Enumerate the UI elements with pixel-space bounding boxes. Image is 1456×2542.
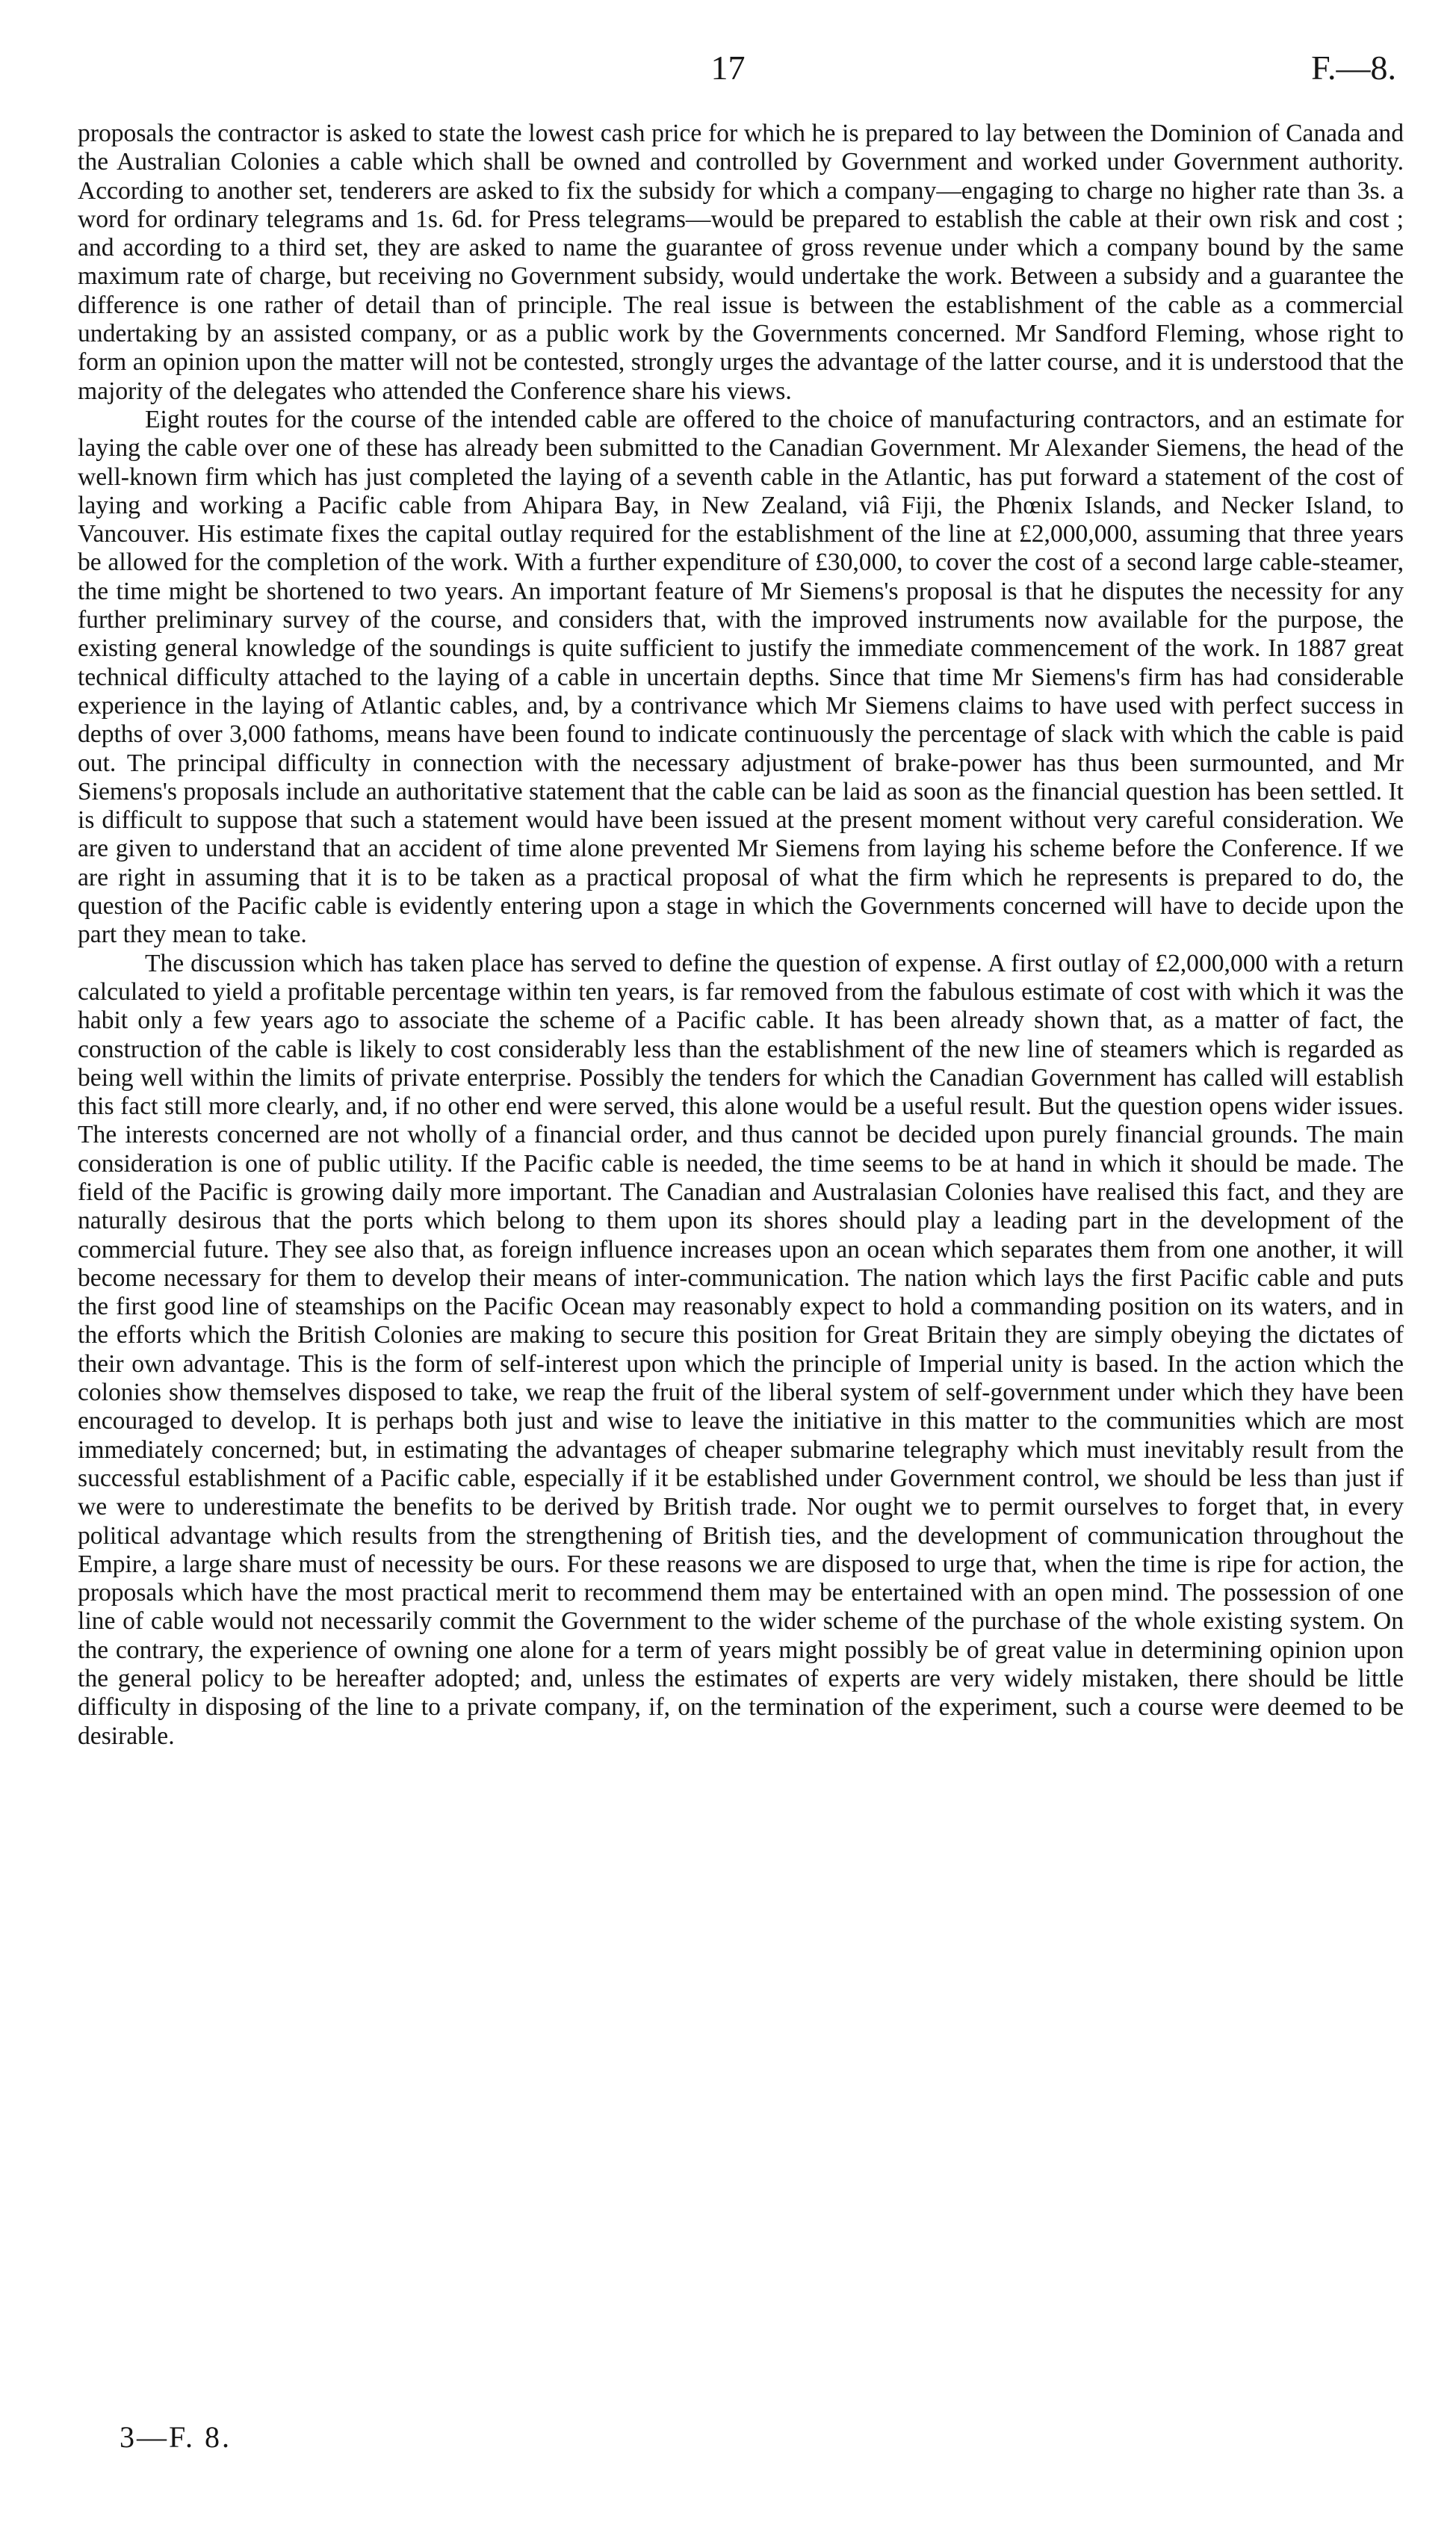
page-number: 17 (710, 49, 746, 87)
sheet-signature: 3—F. 8. (120, 2420, 232, 2454)
article-body (78, 120, 1404, 1751)
paragraph-1: proposals the contractor is asked to state the lowest cash price for which he is prepared to lay between the Dominion of Canada and the Australian Colonies a cable which shall be owned and controlled by Government and worked under Government authority. According to another set, tenderers are asked to fix the subsidy for which a company—engaging to charge no higher rate than 3s. a word for ordinary telegrams and 1s. 6d. for Press telegrams—would be prepared to establish the cable at their own risk and cost ; and according to a third set, they are asked to name the guarantee of gross revenue under which a company bound by the same maximum rate of charge, but receiving no Government subsidy, would undertake the work. Between a subsidy and a guarantee the difference is one rather of detail than of principle. The real issue is between the establishment of the cable as a commercial undertaking by an assisted company, or as a public work by the Governments concerned. Mr Sandford Fleming, whose right to form an opinion upon the matter will not be contested, strongly urges the advantage of the latter course, and it is understood that the majority of the delegates who attended the Conference share his views. (78, 120, 1404, 405)
paragraph-3: The discussion which has taken place has served to define the question of expense. A first outlay of £2,000,000 with a return calculated to yield a profitable percentage within ten years, is far removed from the fabulous estimate of cost with which it was the habit only a few years ago to associate the scheme of a Pacific cable. It has been already shown that, as a matter of fact, the construction of the cable is likely to cost considerably less than the establishment of the new line of steamers which is regarded as being well within the limits of private enterprise. Possibly the tenders for which the Canadian Government has called will establish this fact still more clearly, and, if no other end were served, this alone would be a useful result. But the question opens wider issues. The interests concerned are not wholly of a financial order, and thus cannot be decided upon purely financial grounds. The main consideration is one of public utility. If the Pacific cable is needed, the time seems to be at hand in which it should be made. The field of the Pacific is growing daily more important. The Canadian and Australasian Colonies have realised this fact, and they are naturally desirous that the ports which belong to them upon its shores should play a leading part in the development of the commercial future. They see also that, as foreign influence increases upon an ocean which separates them from one another, it will become necessary for them to develop their means of inter-communication. The nation which lays the first Pacific cable and puts the first good line of steamships on the Pacific Ocean may reasonably expect to hold a commanding position on its waters, and in the efforts which the British Colonies are making to secure this position for Great Britain they are simply obeying the dictates of their own advantage. This is the form of self-interest upon which the principle of Imperial unity is based. In the action which the colonies show themselves disposed to take, we reap the fruit of the liberal system of self-government under which they have been encouraged to develop. It is perhaps both just and wise to leave the initiative in this matter to the communities which are most immediately concerned; but, in estimating the advantages of cheaper submarine telegraphy which must inevitably result from the successful establishment of a Pacific cable, especially if it be established under Government control, we should be less than just if we were to underestimate the benefits to be derived by British trade. Nor ought we to permit ourselves to forget that, in every political advantage which results from the strengthening of British ties, and the development of communication throughout the Empire, a large share must of necessity be ours. For these reasons we are disposed to urge that, when the time is ripe for action, the proposals which have the most practical merit to recommend them may be entertained with an open mind. The possession of one line of cable would not necessarily commit the Government to the wider scheme of the purchase of the whole existing system. On the contrary, the experience of owning one alone for a term of years might possibly be of great value in determining opinion upon the general policy to be hereafter adopted; and, unless the estimates of experts are very widely mistaken, there should be little difficulty in disposing of the line to a private company, if, on the termination of the experiment, such a course were deemed to be desirable. (78, 949, 1404, 1750)
document-reference: F.—8. (1311, 49, 1396, 87)
paragraph-2: Eight routes for the course of the intended cable are offered to the choice of manufacturing contractors, and an estimate for laying the cable over one of these has already been submitted to the Canadian Government. Mr Alexander Siemens, the head of the well-known firm which has just completed the laying of a seventh cable in the Atlantic, has put forward a statement of the cost of laying and working a Pacific cable from Ahipara Bay, in New Zealand, viâ Fiji, the Phœnix Islands, and Necker Island, to Vancouver. His estimate fixes the capital outlay required for the establishment of the line at £2,000,000, assuming that three years be allowed for the completion of the work. With a further expenditure of £30,000, to cover the cost of a second large cable-steamer, the time might be shortened to two years. An important feature of Mr Siemens's proposal is that he disputes the necessity for any further preliminary survey of the course, and considers that, with the improved instruments now available for the purpose, the existing general knowledge of the soundings is quite sufficient to justify the immediate commencement of the work. In 1887 great technical difficulty attached to the laying of a cable in uncertain depths. Since that time Mr Siemens's firm has had considerable experience in the laying of Atlantic cables, and, by a contrivance which Mr Siemens claims to have used with perfect success in depths of over 3,000 fathoms, means have been found to indicate continuously the percentage of slack with which the cable is paid out. The principal difficulty in connection with the necessary adjustment of brake-power has thus been surmounted, and Mr Siemens's proposals include an authoritative statement that the cable can be laid as soon as the financial question has been settled. It is difficult to suppose that such a statement would have been issued at the present moment without very careful consideration. We are given to understand that an accident of time alone prevented Mr Siemens from laying his scheme before the Conference. If we are right in assuming that it is to be taken as a practical proposal of what the firm which he represents is prepared to do, the question of the Pacific cable is evidently entering upon a stage in which the Governments concerned will have to decide upon the part they mean to take. (78, 405, 1404, 949)
